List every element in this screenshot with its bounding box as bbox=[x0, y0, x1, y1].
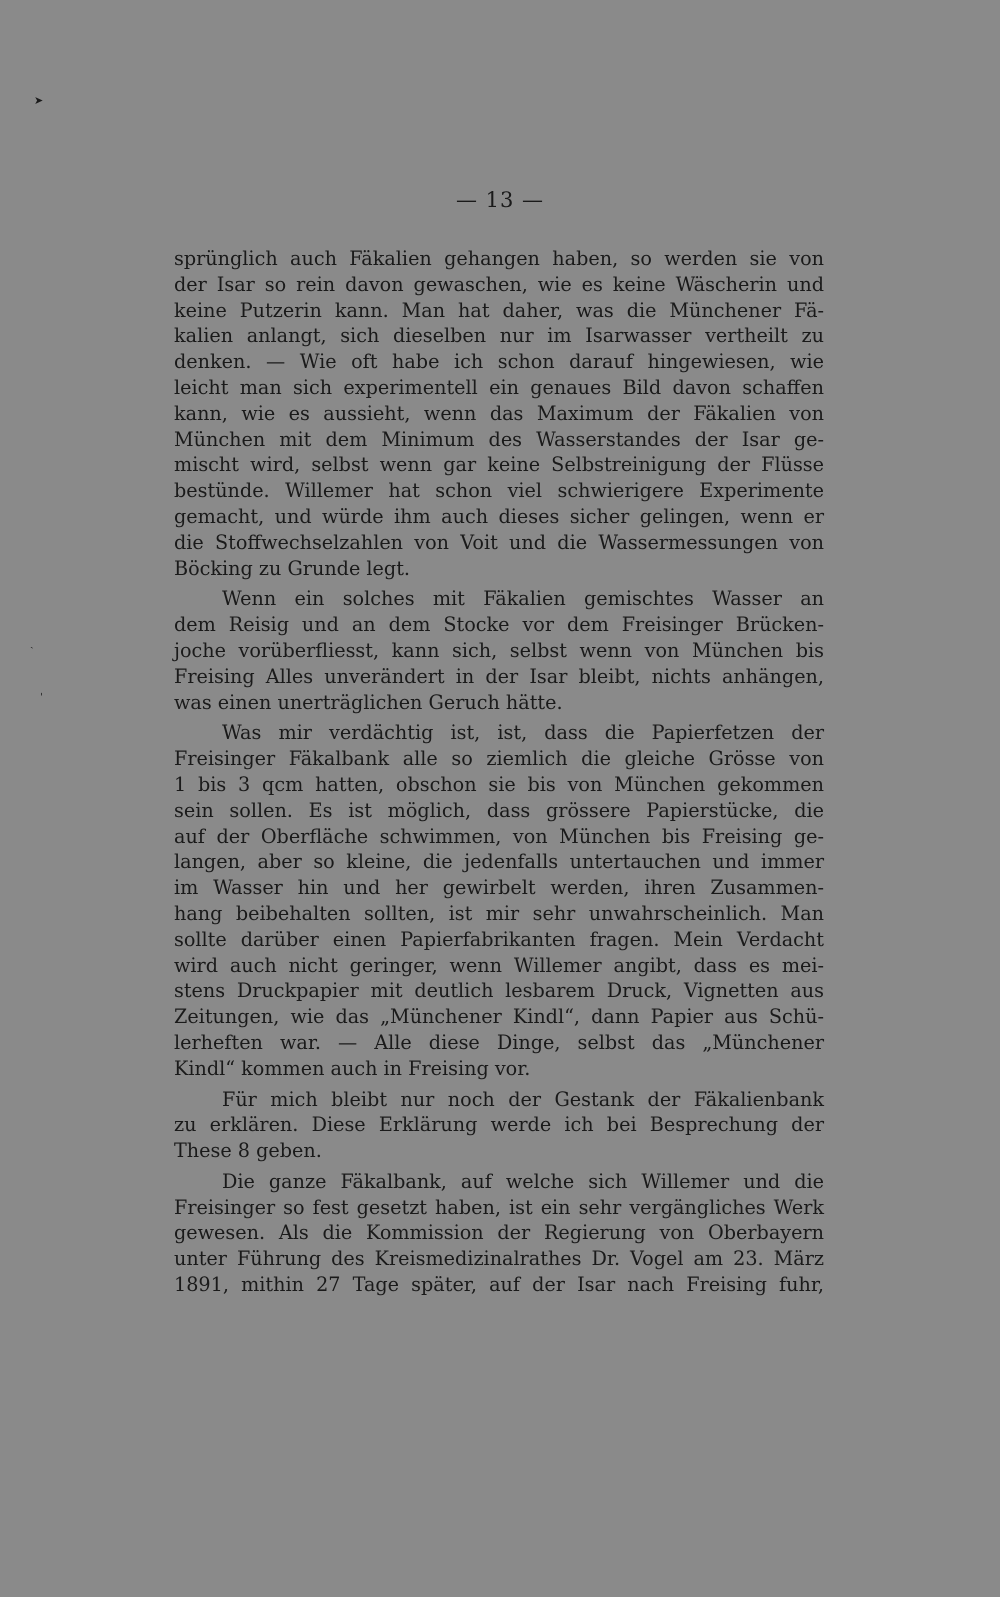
text-line: denken. — Wie oft habe ich schon darauf hingewiesen, wie bbox=[174, 350, 824, 374]
text-line: Wenn ein solches mit Fäkalien gemischtes Wasser an bbox=[222, 587, 824, 611]
text-line: was einen unerträglichen Geruch hätte. bbox=[174, 690, 563, 714]
text-line: 1891, mithin 27 Tage später, auf der Isar nach Freising fuhr, bbox=[174, 1273, 824, 1297]
text-line: Freising Alles unverändert in der Isar bleibt, nichts anhängen, bbox=[174, 664, 824, 688]
paragraph bbox=[174, 1169, 824, 1298]
text-line: gemacht, und würde ihm auch dieses sicher gelingen, wenn er bbox=[174, 504, 824, 528]
text-line: unter Führung des Kreismedizinalrathes Dr. Vogel am 23. März bbox=[174, 1247, 824, 1271]
text-line: kann, wie es aussieht, wenn das Maximum der Fäkalien von bbox=[174, 401, 824, 425]
text-line: hang beibehalten sollten, ist mir sehr unwahrscheinlich. Man bbox=[174, 901, 824, 925]
page-number: — 13 — bbox=[455, 188, 545, 212]
text-line: wird auch nicht geringer, wenn Willemer angibt, dass es mei- bbox=[174, 953, 824, 977]
text-line: sein sollen. Es ist möglich, dass grössere Papierstücke, die bbox=[174, 798, 824, 822]
paragraph bbox=[174, 720, 824, 1081]
text-line: Freisinger Fäkalbank alle so ziemlich die gleiche Grösse von bbox=[174, 747, 824, 771]
paragraph bbox=[174, 246, 824, 581]
margin-mark: ˏ bbox=[30, 636, 34, 649]
text-line: These 8 geben. bbox=[174, 1139, 322, 1163]
text-line: München mit dem Minimum des Wasserstandes der Isar ge- bbox=[174, 427, 824, 451]
margin-mark: ➤ bbox=[34, 94, 44, 107]
text-line: Zeitungen, wie das „Münchener Kindl“, dann Papier aus Schü- bbox=[174, 1005, 824, 1029]
text-line: dem Reisig und an dem Stocke vor dem Freisinger Brücken- bbox=[174, 613, 824, 637]
text-line: Was mir verdächtig ist, ist, dass die Papierfetzen der bbox=[222, 721, 824, 745]
text-line: Freisinger so fest gesetzt haben, ist ein sehr vergängliches Werk bbox=[174, 1195, 824, 1219]
text-line: 1 bis 3 qcm hatten, obschon sie bis von München gekommen bbox=[174, 772, 824, 796]
text-line: Die ganze Fäkalbank, auf welche sich Willemer und die bbox=[222, 1169, 824, 1193]
text-line: zu erklären. Diese Erklärung werde ich bei Besprechung der bbox=[174, 1113, 824, 1137]
text-line: mischt wird, selbst wenn gar keine Selbstreinigung der Flüsse bbox=[174, 453, 824, 477]
paragraph bbox=[174, 586, 824, 715]
text-line: Kindl“ kommen auch in Freising vor. bbox=[174, 1056, 531, 1080]
text-line: keine Putzerin kann. Man hat daher, was die Münchener Fä- bbox=[174, 298, 824, 322]
text-line: sprünglich auch Fäkalien gehangen haben, so werden sie von bbox=[174, 247, 824, 270]
text-line: joche vorüberfliesst, kann sich, selbst wenn von München bis bbox=[174, 638, 824, 662]
text-line: bestünde. Willemer hat schon viel schwierigere Experimente bbox=[174, 479, 824, 503]
margin-mark: ˌ bbox=[40, 684, 44, 697]
text-line: langen, aber so kleine, die jedenfalls untertauchen und immer bbox=[174, 850, 824, 874]
text-line: sollte darüber einen Papierfabrikanten fragen. Mein Verdacht bbox=[174, 927, 824, 951]
text-line: lerheften war. — Alle diese Dinge, selbst das „Münchener bbox=[174, 1030, 824, 1054]
body-text bbox=[174, 246, 824, 1298]
text-line: gewesen. Als die Kommission der Regierung von Oberbayern bbox=[174, 1221, 824, 1245]
text-line: Für mich bleibt nur noch der Gestank der Fäkalienbank bbox=[222, 1087, 824, 1111]
text-line: die Stoffwechselzahlen von Voit und die Wassermessungen von bbox=[174, 530, 824, 554]
text-line: der Isar so rein davon gewaschen, wie es keine Wäscherin und bbox=[174, 272, 824, 296]
text-line: leicht man sich experimentell ein genaues Bild davon schaffen bbox=[174, 375, 824, 399]
paragraph bbox=[174, 1087, 824, 1164]
text-line: Böcking zu Grunde legt. bbox=[174, 556, 411, 580]
text-line: kalien anlangt, sich dieselben nur im Isarwasser vertheilt zu bbox=[174, 324, 824, 348]
text-line: im Wasser hin und her gewirbelt werden, ihren Zusammen- bbox=[174, 876, 824, 900]
text-line: stens Druckpapier mit deutlich lesbarem Druck, Vignetten aus bbox=[174, 979, 824, 1003]
text-line: auf der Oberfläche schwimmen, von München bis Freising ge- bbox=[174, 824, 824, 848]
